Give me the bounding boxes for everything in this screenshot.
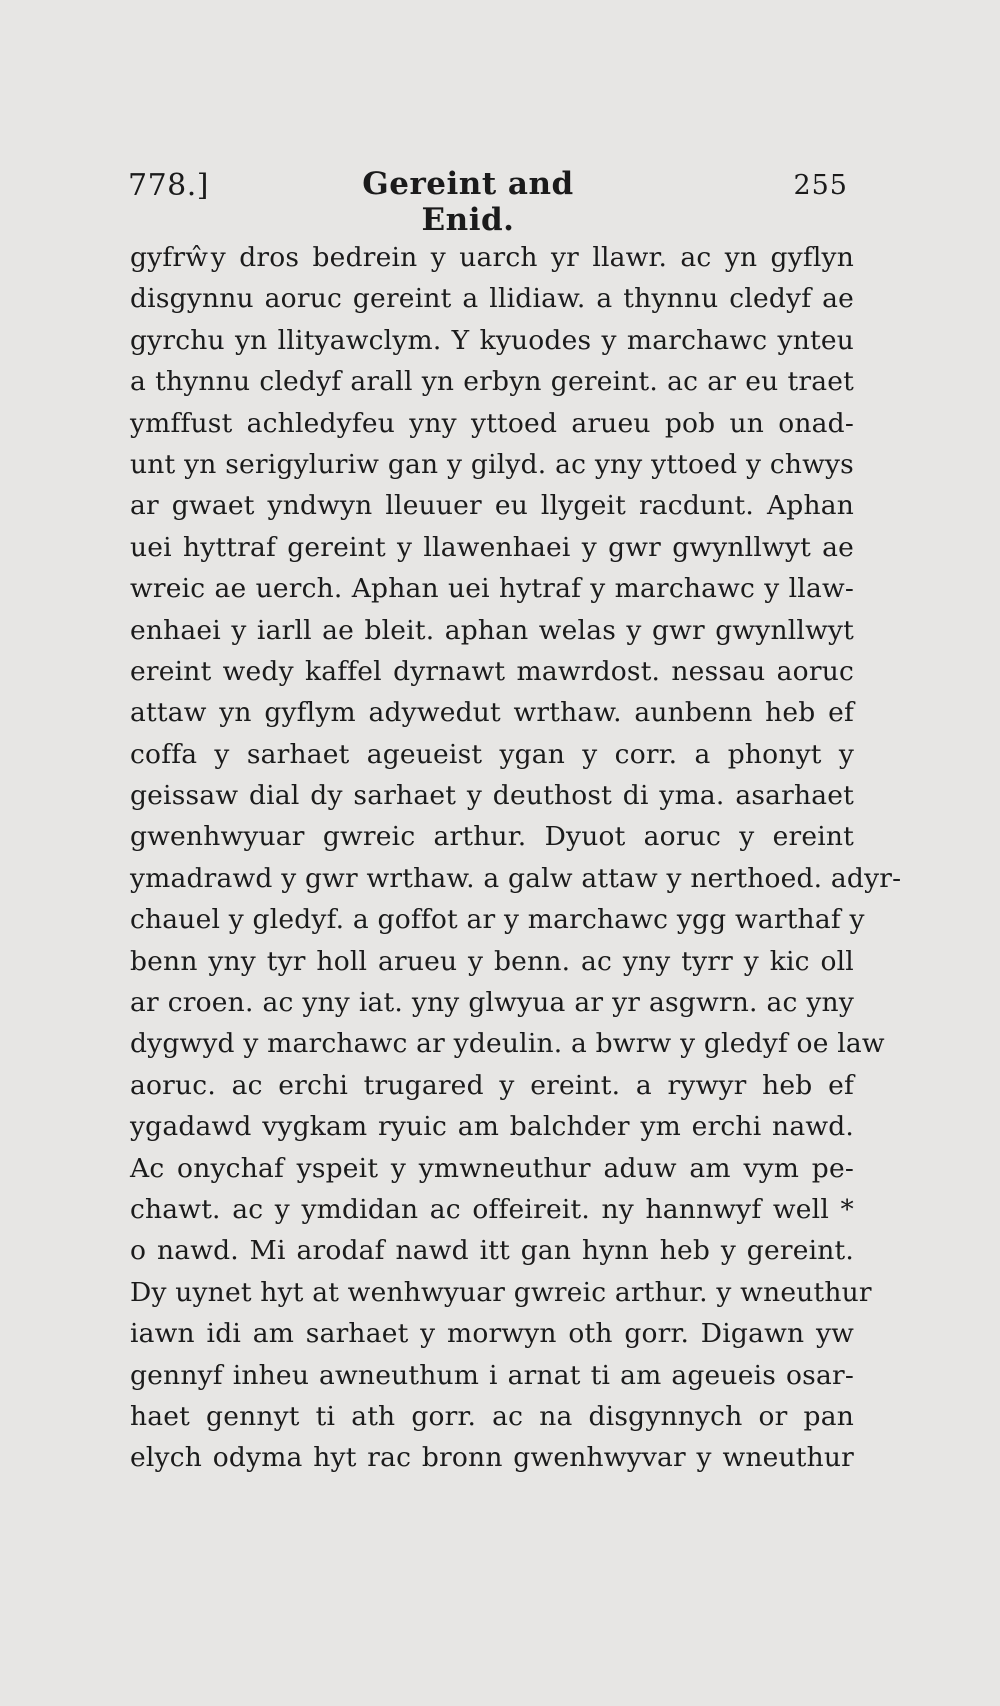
text-line: a thynnu cledyf arall yn erbyn gereint. ac ar eu traet	[130, 366, 854, 398]
page-number: 255	[793, 170, 848, 201]
text-line: chauel y gledyf. a goffot ar y marchawc ygg warthaf y	[130, 904, 865, 936]
page-header	[128, 166, 848, 238]
text-line: o nawd. Mi arodaf nawd itt gan hynn heb y gereint.	[130, 1235, 854, 1267]
text-line: gwenhwyuar gwreic arthur. Dyuot aoruc y ereint	[130, 821, 854, 853]
text-line: Dy uynet hyt at wenhwyuar gwreic arthur. y wneuthur	[130, 1276, 872, 1308]
text-line: Ac onychaf yspeit y ymwneuthur aduw am vym pe-	[130, 1152, 854, 1184]
text-line: ar gwaet yndwyn lleuuer eu llygeit racdunt. Aphan	[130, 490, 854, 522]
text-line: gennyf inheu awneuthum i arnat ti am ageueis osar-	[130, 1359, 854, 1391]
text-line: dygwyd y marchawc ar ydeulin. a bwrw y gledyf oe law	[130, 1028, 885, 1060]
text-line: enhaei y iarll ae bleit. aphan welas y gwr gwynllwyt	[130, 614, 854, 646]
text-line: disgynnu aoruc gereint a llidiaw. a thynnu cledyf ae	[130, 283, 854, 315]
text-line: ygadawd vygkam ryuic am balchder ym erchi nawd.	[130, 1111, 854, 1143]
text-line: chawt. ac y ymdidan ac offeireit. ny hannwyf well *	[130, 1193, 854, 1225]
text-line: uei hyttraf gereint y llawenhaei y gwr gwynllwyt ae	[130, 531, 854, 563]
text-line: gyfrŵy dros bedrein y uarch yr llawr. ac yn gyflyn	[130, 242, 854, 273]
folio-reference: 778.]	[128, 168, 210, 203]
running-title: Gereint and Enid.	[362, 166, 574, 238]
text-line: unt yn serigyluriw gan y gilyd. ac yny yttoed y chwys	[130, 448, 854, 480]
text-line: ymffust achledyfeu yny yttoed arueu pob un onad-	[130, 407, 854, 439]
text-line: geissaw dial dy sarhaet y deuthost di yma. asarhaet	[130, 780, 854, 812]
text-line: ereint wedy kaffel dyrnawt mawrdost. nessau aoruc	[130, 655, 854, 687]
body-text	[130, 237, 902, 1479]
text-line: benn yny tyr holl arueu y benn. ac yny tyrr y kic oll	[130, 945, 854, 977]
text-line: haet gennyt ti ath gorr. ac na disgynnych or pan	[130, 1400, 854, 1432]
text-line: ar croen. ac yny iat. yny glwyua ar yr asgwrn. ac yny	[130, 987, 854, 1019]
text-line: aoruc. ac erchi trugared y ereint. a rywyr heb ef	[130, 1069, 854, 1101]
text-line: coffa y sarhaet ageueist ygan y corr. a phonyt y	[130, 738, 854, 770]
text-line: iawn idi am sarhaet y morwyn oth gorr. Digawn yw	[130, 1318, 854, 1350]
text-line: wreic ae uerch. Aphan uei hytraf y marchawc y llaw-	[130, 573, 854, 605]
text-line: elych odyma hyt rac bronn gwenhwyvar y wneuthur	[130, 1442, 854, 1474]
text-line: gyrchu yn llityawclym. Y kyuodes y marchawc ynteu	[130, 324, 854, 356]
text-line: ymadrawd y gwr wrthaw. a galw attaw y nerthoed. adyr-	[130, 862, 902, 894]
text-line: attaw yn gyflym adywedut wrthaw. aunbenn heb ef	[130, 697, 854, 729]
